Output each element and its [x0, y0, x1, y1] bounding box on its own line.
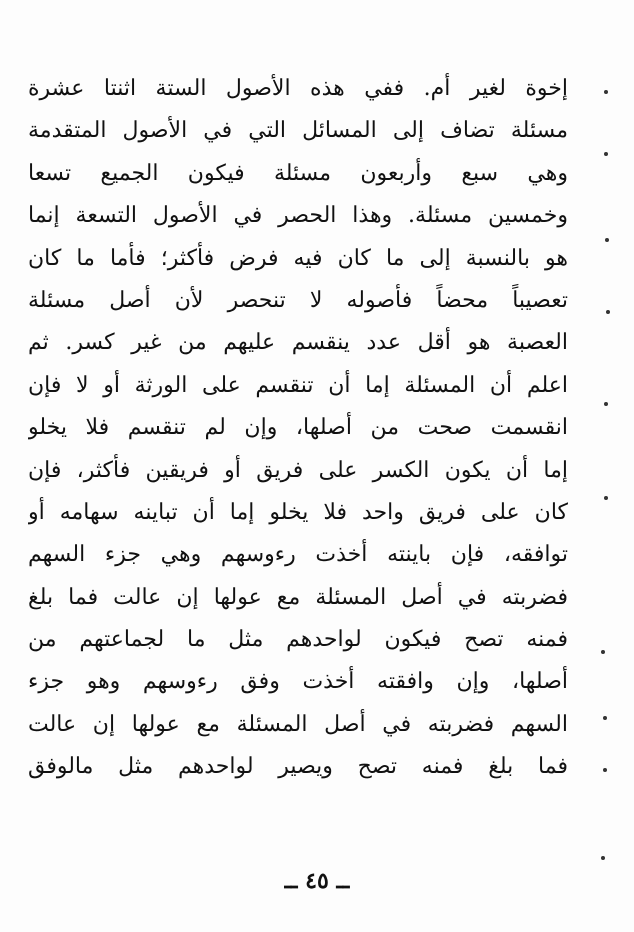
text-line: العصبة هو أقل عدد ينقسم عليهم من غير كسر. ثم	[28, 330, 568, 356]
scan-speck	[604, 90, 608, 94]
text-line: وهي سبع وأربعون مسئلة فيكون الجميع تسعا	[28, 160, 568, 186]
text-line: تعصيباً محضاً فأصوله لا تنحصر لأن أصل مسئلة	[28, 287, 568, 313]
text-line: كان على فريق واحد فلا يخلو إما أن تباينه سهامه أو	[28, 499, 568, 525]
page-number: ــ ٤٥ ــ	[284, 868, 350, 894]
text-line: هو بالنسبة إلى ما كان فيه فرض فأكثر؛ فأما ما كان	[28, 245, 568, 271]
text-line: إخوة لغير أم. ففي هذه الأصول الستة اثنتا عشرة	[28, 76, 568, 101]
scan-speck	[606, 310, 610, 314]
scan-speck	[603, 768, 607, 772]
text-line: توافقه، فإن باينته أخذت رءوسهم وهي جزء السهم	[28, 542, 568, 568]
scan-speck	[601, 856, 605, 860]
text-line: انقسمت صحت من أصلها، وإن لم تنقسم فلا يخلو	[28, 415, 568, 441]
text-line: وخمسين مسئلة. وهذا الحصر في الأصول التسعة إنما	[28, 203, 568, 229]
text-line: فما بلغ فمنه تصح ويصير لواحدهم مثل مالوفق	[28, 754, 568, 780]
text-line: اعلم أن المسئلة إما أن تنقسم على الورثة أو لا فإن	[28, 372, 568, 398]
text-line: إما أن يكون الكسر على فريق أو فريقين فأكثر، فإن	[28, 457, 568, 483]
scan-speck	[604, 152, 608, 156]
text-line: فمنه تصح فيكون لواحدهم مثل ما لجماعتهم من	[28, 627, 568, 653]
text-line: مسئلة تضاف إلى المسائل التي في الأصول المتقدمة	[28, 118, 568, 144]
text-line: أصلها، وإن وافقته أخذت وفق رءوسهم وهو جزء	[28, 669, 568, 695]
text-line: فضربته في أصل المسئلة مع عولها إن عالت فما بلغ	[28, 584, 568, 610]
scan-speck	[604, 402, 608, 406]
scan-speck	[601, 650, 605, 654]
scan-speck	[604, 496, 608, 500]
text-line: السهم فضربته في أصل المسئلة مع عولها إن عالت	[28, 711, 568, 737]
scan-speck	[603, 716, 607, 720]
scan-speck	[605, 238, 609, 242]
body-text	[28, 68, 568, 789]
